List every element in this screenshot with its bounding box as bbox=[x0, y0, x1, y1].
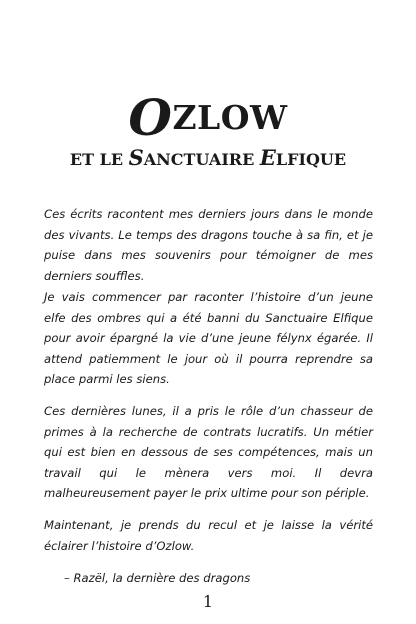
paragraph-1: Ces écrits racontent mes derniers jours dans le monde des vivants. Le temps des dragons touche à sa fin, et je puise dans mes souvenirs pour témoigner de mes derniers souffles. bbox=[44, 207, 373, 283]
title-rest: ZLOW bbox=[172, 98, 288, 137]
page-number: 1 bbox=[202, 592, 214, 611]
book-title bbox=[0, 88, 416, 147]
paragraph-4: Maintenant, je prends du recul et je laisse la vérité éclairer l’histoire d’Ozlow. bbox=[44, 518, 373, 553]
signature: – Razël, la dernière des dragons bbox=[64, 571, 251, 585]
paragraph-2: Je vais commencer par raconter l’histoire d’un jeune elfe des ombres qui a été banni du Sanctuaire Elfique pour avoir épargné la vie d’une jeune félynx égarée. Il attend patiemment le jour où il pourra reprendre sa place parmi les siens. bbox=[44, 290, 373, 386]
subtitle-cap-2: E bbox=[259, 145, 276, 170]
title-initial: O bbox=[128, 88, 173, 147]
subtitle-cap-1: S bbox=[128, 145, 144, 170]
book-subtitle bbox=[0, 147, 416, 171]
subtitle-part-2: ANCTUAIRE bbox=[143, 150, 260, 169]
paragraph-3: Ces dernières lunes, il a pris le rôle d’un chasseur de primes à la recherche de contrats lucratifs. Un métier qui est bien en dessous de ses compétences, mais un travail qui le mènera vers moi. Il devra malheureusement payer le prix ultime pour son périple. bbox=[44, 404, 373, 500]
subtitle-part-3: LFIQUE bbox=[275, 150, 347, 169]
subtitle-part-1: ET LE bbox=[69, 150, 129, 169]
